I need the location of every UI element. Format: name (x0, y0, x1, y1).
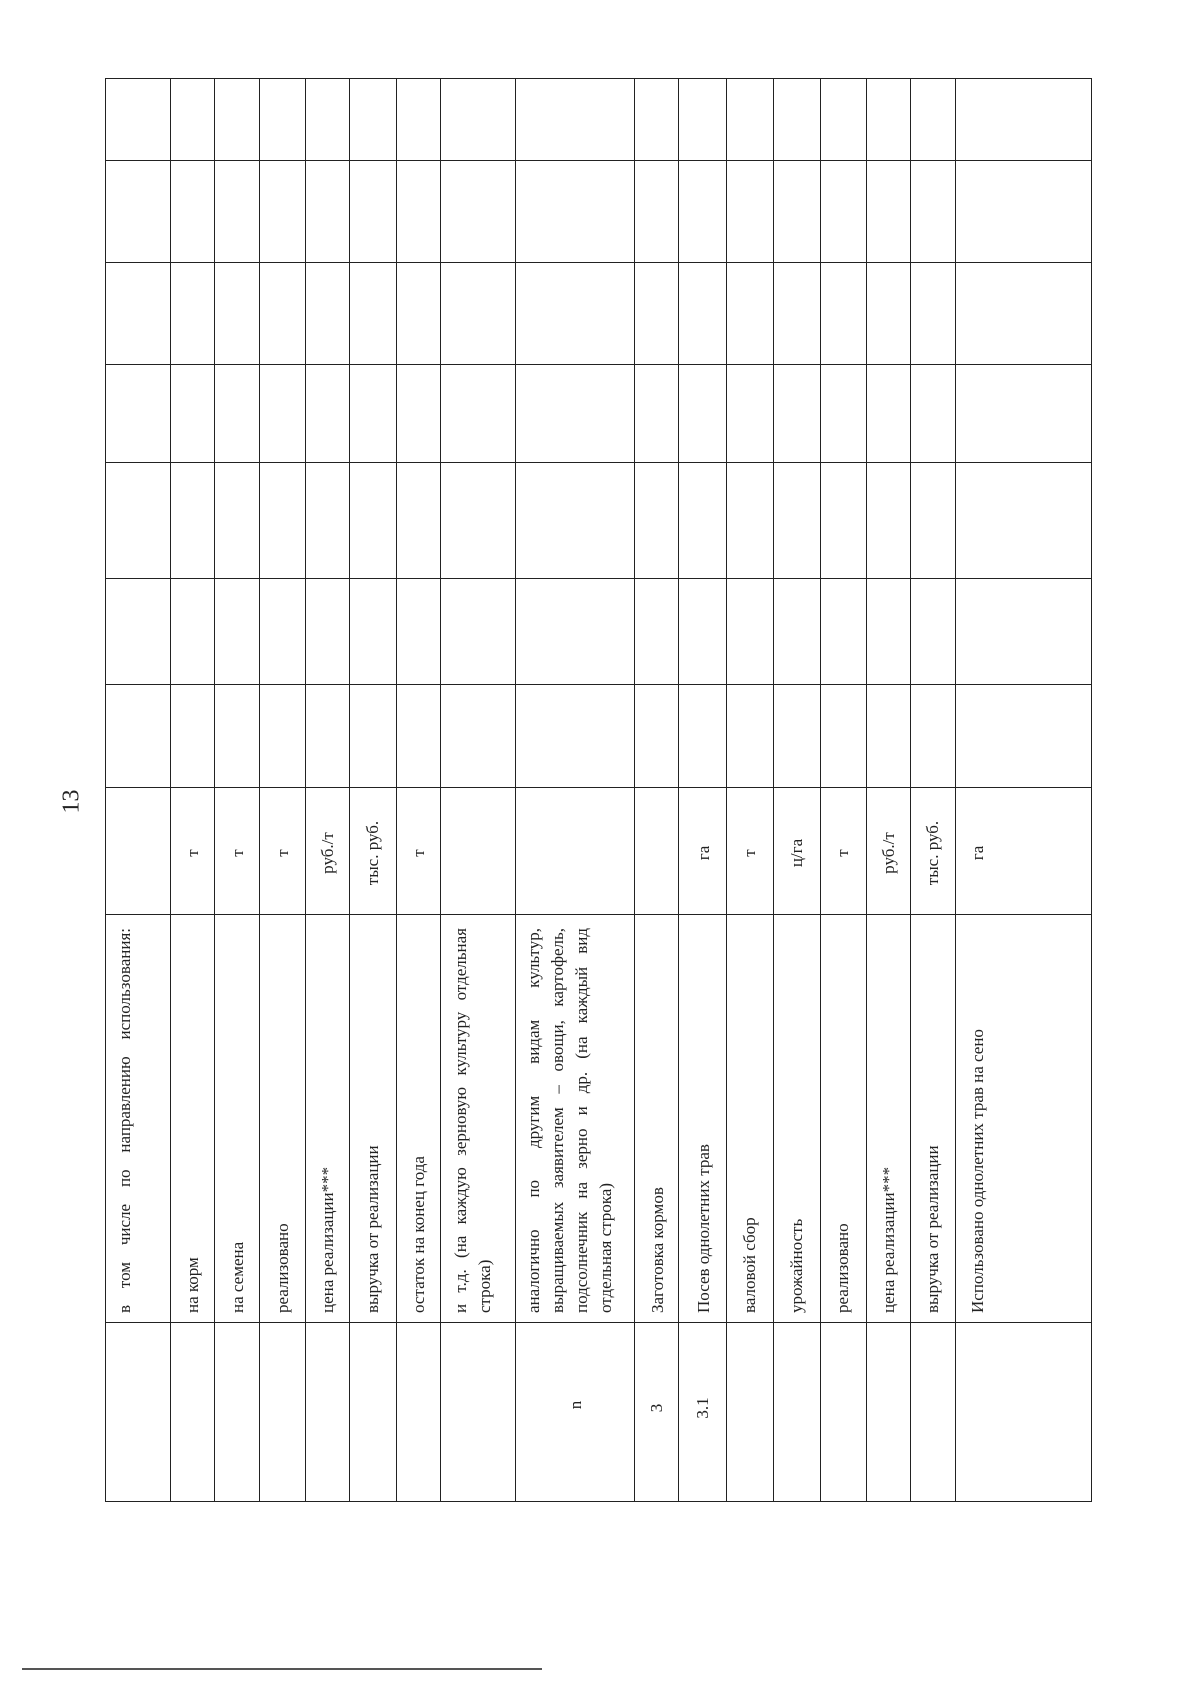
row-number: n (566, 1400, 585, 1410)
row-unit: т (228, 849, 247, 857)
row-label: в том числе по направлению использования: (115, 928, 134, 1313)
column-divider (105, 787, 1092, 788)
row-label: остаток на конец года (409, 1156, 428, 1313)
row-label: на семена (228, 1241, 247, 1313)
page-number: 13 (58, 789, 85, 814)
row-number: 3.1 (693, 1397, 712, 1419)
column-divider (105, 914, 1092, 915)
row-unit: тыс. руб. (363, 820, 382, 886)
row-label: реализовано (273, 1223, 292, 1313)
row-unit: т (183, 849, 202, 857)
row-label: Использовано однолетних трав на сено (968, 1029, 987, 1313)
row-label: валовой сбор (740, 1217, 759, 1313)
row-unit: т (273, 849, 292, 857)
row-unit: т (409, 849, 428, 857)
column-divider (105, 262, 1092, 263)
column-divider (105, 578, 1092, 579)
column-divider (105, 160, 1092, 161)
row-label: цена реализации*** (318, 1166, 337, 1313)
row-label: на корм (183, 1257, 202, 1313)
row-unit: га (968, 845, 987, 861)
column-divider (105, 684, 1092, 685)
row-label: Заготовка кормов (648, 1187, 667, 1313)
row-label: Посев однолетних трав (694, 1144, 713, 1313)
row-label: выручка от реализации (923, 1145, 942, 1313)
row-label: и т.д. (на каждую зерновую культуру отдельная строка) (451, 928, 494, 1313)
column-divider (105, 364, 1092, 365)
row-unit: га (694, 845, 713, 861)
row-unit: ц/га (787, 838, 806, 868)
row-unit: т (740, 849, 759, 857)
row-label: урожайность (787, 1218, 806, 1313)
page-edge-rule (22, 1668, 542, 1670)
row-unit: руб./т (318, 832, 337, 874)
row-label: аналогично по другим видам культур, выращиваемых заявителем – овощи, картофель, подсолнечник на зерно и др. (на каждый вид отдельная строка) (524, 928, 615, 1313)
row-label: выручка от реализации (363, 1145, 382, 1313)
row-unit: тыс. руб. (923, 820, 942, 886)
column-divider (105, 462, 1092, 463)
row-label: реализовано (833, 1223, 852, 1313)
row-label: цена реализации*** (879, 1166, 898, 1313)
row-number: 3 (647, 1403, 666, 1413)
row-unit: т (833, 849, 852, 857)
row-unit: руб./т (879, 832, 898, 874)
column-divider (105, 1322, 1092, 1323)
